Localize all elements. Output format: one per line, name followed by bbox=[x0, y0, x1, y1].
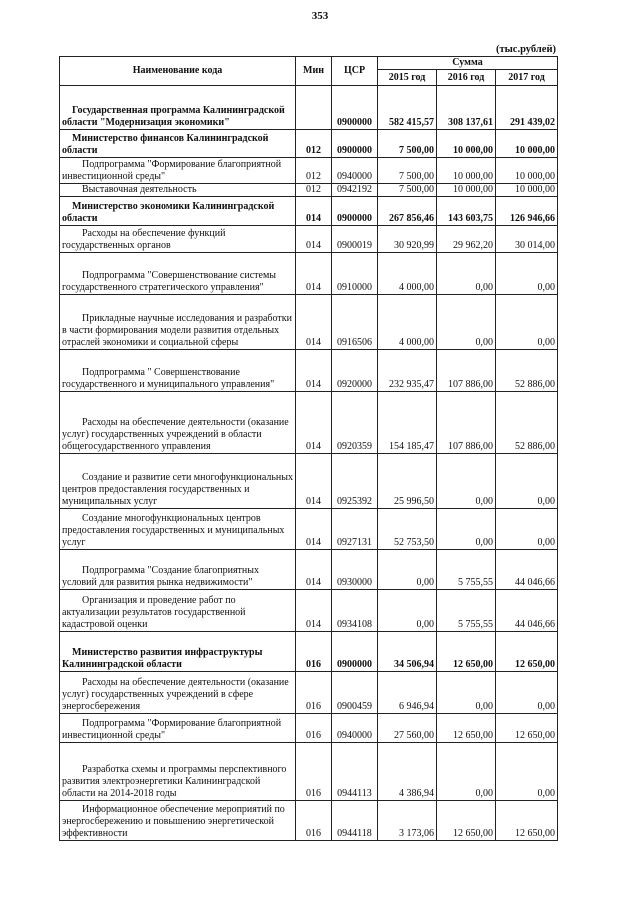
row-2016: 0,00 bbox=[437, 672, 496, 714]
table-row bbox=[60, 714, 558, 743]
row-2016: 308 137,61 bbox=[437, 86, 496, 130]
row-2017: 30 014,00 bbox=[496, 226, 558, 253]
row-2015: 25 996,50 bbox=[378, 454, 437, 509]
row-csr: 0940000 bbox=[332, 158, 378, 184]
row-2016: 143 603,75 bbox=[437, 197, 496, 226]
row-csr: 0920359 bbox=[332, 392, 378, 454]
row-min: 012 bbox=[296, 158, 332, 184]
row-csr: 0944113 bbox=[332, 743, 378, 801]
row-name: Подпрограмма "Формирование благоприятной инвестиционной среды" bbox=[60, 158, 296, 184]
row-name: Подпрограмма "Формирование благоприятной инвестиционной среды" bbox=[60, 714, 296, 743]
row-2017: 52 886,00 bbox=[496, 350, 558, 392]
row-name: Создание многофункциональных центров предоставления государственных и муниципальных услуг bbox=[60, 509, 296, 550]
row-2016: 5 755,55 bbox=[437, 550, 496, 590]
row-min: 014 bbox=[296, 392, 332, 454]
row-min: 014 bbox=[296, 509, 332, 550]
row-min: 016 bbox=[296, 672, 332, 714]
header-csr: ЦСР bbox=[332, 57, 378, 86]
table-row bbox=[60, 632, 558, 672]
row-2016: 0,00 bbox=[437, 253, 496, 295]
table-row bbox=[60, 184, 558, 197]
table-row bbox=[60, 226, 558, 253]
row-name: Прикладные научные исследования и разработки в части формирования модели развития отдельных отраслей экономики и социальной сферы bbox=[60, 295, 296, 350]
row-name: Организация и проведение работ по актуализации результатов государственной кадастровой оценки bbox=[60, 590, 296, 632]
row-2015: 0,00 bbox=[378, 550, 437, 590]
header-2015: 2015 год bbox=[378, 70, 437, 86]
row-2017: 291 439,02 bbox=[496, 86, 558, 130]
row-csr: 0925392 bbox=[332, 454, 378, 509]
row-csr: 0934108 bbox=[332, 590, 378, 632]
row-2017: 12 650,00 bbox=[496, 801, 558, 841]
row-2015: 582 415,57 bbox=[378, 86, 437, 130]
row-min: 016 bbox=[296, 632, 332, 672]
header-name: Наименование кода bbox=[60, 57, 296, 86]
table-row bbox=[60, 86, 558, 130]
row-min: 014 bbox=[296, 454, 332, 509]
row-2016: 10 000,00 bbox=[437, 130, 496, 158]
row-name: Разработка схемы и программы перспективного развития электроэнергетики Калининградской области на 2014-2018 годы bbox=[60, 743, 296, 801]
row-min: 014 bbox=[296, 550, 332, 590]
table-row bbox=[60, 253, 558, 295]
row-name: Расходы на обеспечение деятельности (оказание услуг) государственных учреждений в области общегосударственного управления bbox=[60, 392, 296, 454]
row-min: 014 bbox=[296, 226, 332, 253]
header-sum: Сумма bbox=[378, 57, 558, 70]
row-2017: 0,00 bbox=[496, 743, 558, 801]
table-row bbox=[60, 350, 558, 392]
table-row bbox=[60, 295, 558, 350]
table-row bbox=[60, 454, 558, 509]
row-2015: 7 500,00 bbox=[378, 130, 437, 158]
row-2016: 5 755,55 bbox=[437, 590, 496, 632]
row-2015: 4 000,00 bbox=[378, 253, 437, 295]
row-min: 014 bbox=[296, 197, 332, 226]
table-row bbox=[60, 392, 558, 454]
row-2015: 7 500,00 bbox=[378, 184, 437, 197]
row-2015: 154 185,47 bbox=[378, 392, 437, 454]
table-row bbox=[60, 509, 558, 550]
row-2015: 6 946,94 bbox=[378, 672, 437, 714]
row-csr: 0900019 bbox=[332, 226, 378, 253]
row-csr: 0944118 bbox=[332, 801, 378, 841]
row-min: 014 bbox=[296, 253, 332, 295]
row-2017: 10 000,00 bbox=[496, 184, 558, 197]
row-2016: 10 000,00 bbox=[437, 158, 496, 184]
table-row bbox=[60, 550, 558, 590]
row-2015: 0,00 bbox=[378, 590, 437, 632]
header-row bbox=[60, 57, 558, 70]
row-csr: 0920000 bbox=[332, 350, 378, 392]
row-min bbox=[296, 86, 332, 130]
row-2017: 0,00 bbox=[496, 454, 558, 509]
row-name: Информационное обеспечение мероприятий по энергосбережению и повышению энергетической эффективности bbox=[60, 801, 296, 841]
row-name: Создание и развитие сети многофункциональных центров предоставления государственных и муниципальных услуг bbox=[60, 454, 296, 509]
row-2016: 10 000,00 bbox=[437, 184, 496, 197]
header-2016: 2016 год bbox=[437, 70, 496, 86]
row-csr: 0930000 bbox=[332, 550, 378, 590]
row-2017: 12 650,00 bbox=[496, 632, 558, 672]
budget-table bbox=[59, 56, 558, 841]
row-csr: 0900000 bbox=[332, 86, 378, 130]
row-csr: 0900000 bbox=[332, 130, 378, 158]
row-csr: 0900459 bbox=[332, 672, 378, 714]
header-2017: 2017 год bbox=[496, 70, 558, 86]
row-2015: 52 753,50 bbox=[378, 509, 437, 550]
table-row bbox=[60, 130, 558, 158]
row-2015: 34 506,94 bbox=[378, 632, 437, 672]
row-2015: 3 173,06 bbox=[378, 801, 437, 841]
row-2015: 4 000,00 bbox=[378, 295, 437, 350]
row-2015: 4 386,94 bbox=[378, 743, 437, 801]
row-2017: 44 046,66 bbox=[496, 550, 558, 590]
table-row bbox=[60, 743, 558, 801]
row-2016: 0,00 bbox=[437, 295, 496, 350]
row-2015: 30 920,99 bbox=[378, 226, 437, 253]
row-2016: 107 886,00 bbox=[437, 392, 496, 454]
table-row bbox=[60, 801, 558, 841]
row-2017: 0,00 bbox=[496, 509, 558, 550]
row-name: Министерство развития инфраструктуры Калининградской области bbox=[60, 632, 296, 672]
row-2017: 0,00 bbox=[496, 295, 558, 350]
row-csr: 0927131 bbox=[332, 509, 378, 550]
table-row bbox=[60, 590, 558, 632]
row-2017: 10 000,00 bbox=[496, 158, 558, 184]
table-row bbox=[60, 158, 558, 184]
row-2017: 12 650,00 bbox=[496, 714, 558, 743]
row-name: Расходы на обеспечение деятельности (оказание услуг) государственных учреждений в сфере энергосбережения bbox=[60, 672, 296, 714]
table-row bbox=[60, 197, 558, 226]
row-csr: 0940000 bbox=[332, 714, 378, 743]
row-2015: 27 560,00 bbox=[378, 714, 437, 743]
header-min: Мин bbox=[296, 57, 332, 86]
row-name: Расходы на обеспечение функций государственных органов bbox=[60, 226, 296, 253]
row-name: Подпрограмма " Совершенствование государственного и муниципального управления" bbox=[60, 350, 296, 392]
row-name: Выставочная деятельность bbox=[60, 184, 296, 197]
row-min: 012 bbox=[296, 184, 332, 197]
row-name: Подпрограмма "Создание благоприятных условий для развития рынка недвижимости" bbox=[60, 550, 296, 590]
row-2016: 29 962,20 bbox=[437, 226, 496, 253]
row-2015: 267 856,46 bbox=[378, 197, 437, 226]
row-min: 016 bbox=[296, 801, 332, 841]
row-2017: 52 886,00 bbox=[496, 392, 558, 454]
row-min: 014 bbox=[296, 295, 332, 350]
row-csr: 0900000 bbox=[332, 197, 378, 226]
row-2016: 12 650,00 bbox=[437, 714, 496, 743]
row-2017: 10 000,00 bbox=[496, 130, 558, 158]
row-min: 014 bbox=[296, 350, 332, 392]
row-2016: 0,00 bbox=[437, 743, 496, 801]
row-csr: 0916506 bbox=[332, 295, 378, 350]
row-2016: 0,00 bbox=[437, 454, 496, 509]
row-csr: 0900000 bbox=[332, 632, 378, 672]
row-2015: 7 500,00 bbox=[378, 158, 437, 184]
units-label: (тыс.рублей) bbox=[495, 44, 556, 55]
row-name: Государственная программа Калининградской области "Модернизация экономики" bbox=[60, 86, 296, 130]
row-2016: 12 650,00 bbox=[437, 632, 496, 672]
row-2017: 0,00 bbox=[496, 253, 558, 295]
row-2017: 126 946,66 bbox=[496, 197, 558, 226]
row-2016: 107 886,00 bbox=[437, 350, 496, 392]
row-2017: 0,00 bbox=[496, 672, 558, 714]
table-row bbox=[60, 672, 558, 714]
row-min: 014 bbox=[296, 590, 332, 632]
row-name: Подпрограмма "Совершенствование системы государственного стратегического управления" bbox=[60, 253, 296, 295]
row-2015: 232 935,47 bbox=[378, 350, 437, 392]
row-name: Министерство финансов Калининградской области bbox=[60, 130, 296, 158]
row-2016: 0,00 bbox=[437, 509, 496, 550]
row-min: 016 bbox=[296, 743, 332, 801]
row-2017: 44 046,66 bbox=[496, 590, 558, 632]
page-number: 353 bbox=[311, 10, 329, 22]
row-csr: 0910000 bbox=[332, 253, 378, 295]
row-name: Министерство экономики Калининградской области bbox=[60, 197, 296, 226]
row-min: 012 bbox=[296, 130, 332, 158]
row-2016: 12 650,00 bbox=[437, 801, 496, 841]
row-csr: 0942192 bbox=[332, 184, 378, 197]
row-min: 016 bbox=[296, 714, 332, 743]
